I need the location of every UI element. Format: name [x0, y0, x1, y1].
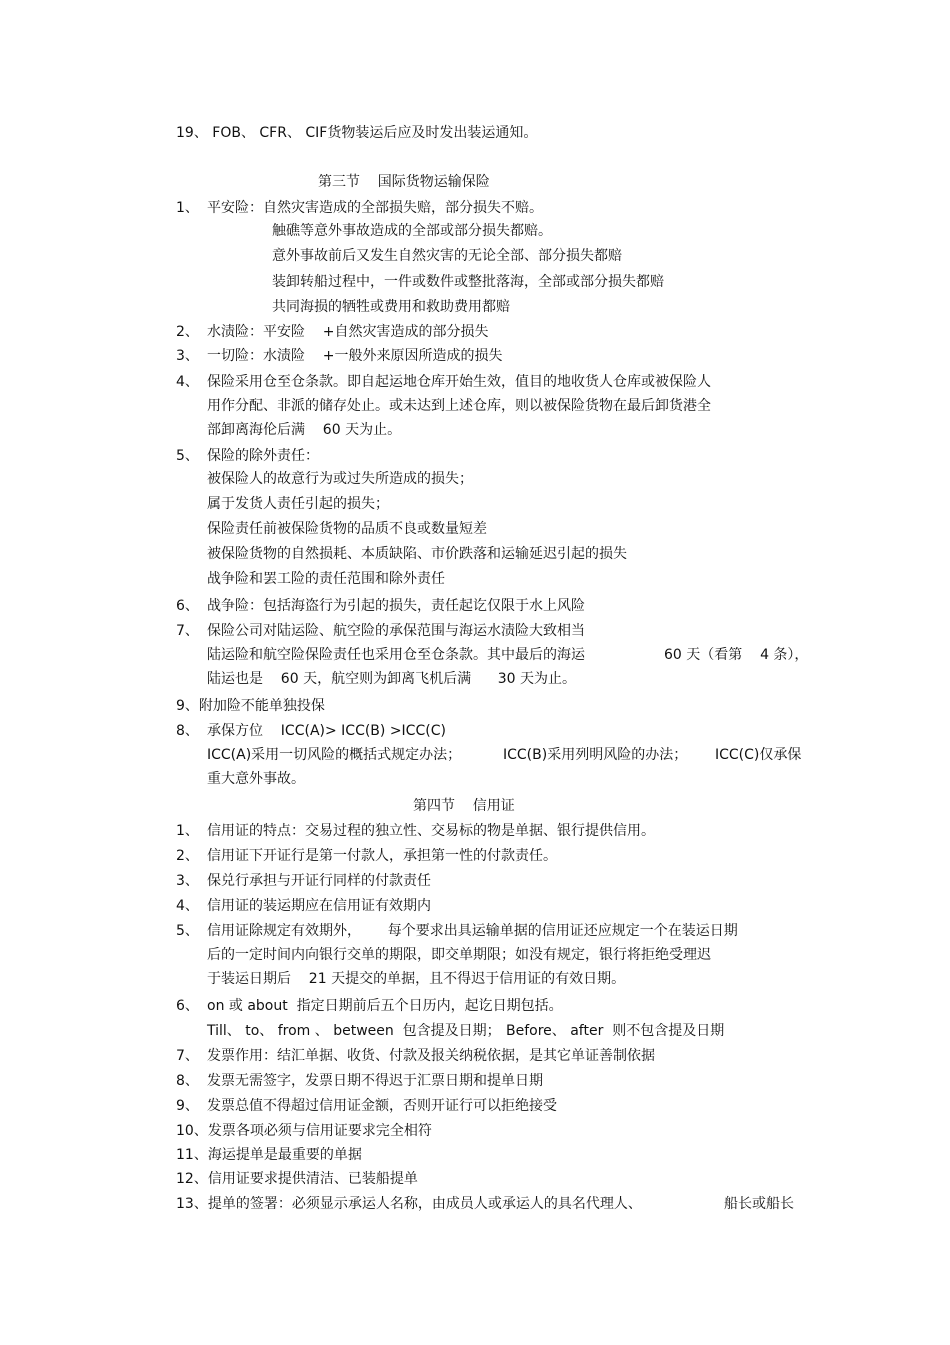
s3-num-1: 1、 — [176, 200, 199, 216]
s4-item-10: 10、发票各项必须与信用证要求完全相符 — [176, 1123, 432, 1139]
s3-num-6: 6、 — [176, 598, 199, 614]
s3-item-1-d: 共同海损的牺牲或费用和救助费用都赔 — [272, 299, 510, 315]
s3-item-5-b: 属于发货人责任引起的损失； — [207, 496, 389, 512]
s3-item-1: 平安险：自然灾害造成的全部损失赔，部分损失不赔。 — [207, 200, 543, 216]
s3-item-5-a: 被保险人的故意行为或过失所造成的损失； — [207, 471, 473, 487]
s3-item-7-line2-tail: 60 天（看第 4 条）， — [664, 647, 809, 663]
s3-item-7-line1: 保险公司对陆运险、航空险的承保范围与海运水渍险大致相当 — [207, 623, 585, 639]
item-19: 19、 FOB、 CFR、 CIF货物装运后应及时发出装运通知。 — [176, 125, 538, 141]
s3-item-2: 水渍险：平安险 +自然灾害造成的部分损失 — [207, 324, 489, 340]
s4-item-2: 信用证下开证行是第一付款人，承担第一性的付款责任。 — [207, 848, 557, 864]
s3-item-1-a: 触礁等意外事故造成的全部或部分损失都赔。 — [272, 223, 552, 239]
s4-num-9: 9、 — [176, 1098, 199, 1114]
s3-item-8: 承保方位 ICC(A)> ICC(B) >ICC(C) — [207, 723, 446, 739]
s3-item-4-line2: 用作分配、非派的储存处止。或未达到上述仓库，则以被保险货物在最后卸货港全 — [207, 398, 711, 414]
s3-item-1-c: 装卸转船过程中，一件或数件或整批落海，全部或部分损失都赔 — [272, 274, 664, 290]
section-3-title: 第三节 国际货物运输保险 — [318, 174, 490, 190]
s4-item-12: 12、信用证要求提供清洁、已装船提单 — [176, 1171, 418, 1187]
s4-num-7: 7、 — [176, 1048, 199, 1064]
s4-item-1: 信用证的特点：交易过程的独立性、交易标的物是单据、银行提供信用。 — [207, 823, 655, 839]
s3-item-5-d: 被保险货物的自然损耗、本质缺陷、市价跌落和运输延迟引起的损失 — [207, 546, 627, 562]
s3-num-8: 8、 — [176, 723, 199, 739]
s4-item-8: 发票无需签字，发票日期不得迟于汇票日期和提单日期 — [207, 1073, 543, 1089]
s4-item-4: 信用证的装运期应在信用证有效期内 — [207, 898, 431, 914]
s3-item-5-c: 保险责任前被保险货物的品质不良或数量短差 — [207, 521, 487, 537]
s3-item-6: 战争险：包括海盗行为引起的损失，责任起讫仅限于水上风险 — [207, 598, 585, 614]
s4-item-6-a2: Before、 after 则不包含提及日期 — [506, 1023, 725, 1039]
s3-num-2: 2、 — [176, 324, 199, 340]
s4-num-5: 5、 — [176, 923, 199, 939]
s4-item-11: 11、海运提单是最重要的单据 — [176, 1147, 362, 1163]
s4-item-13-tail: 船长或船长 — [724, 1196, 794, 1212]
s3-num-5: 5、 — [176, 448, 199, 464]
s3-item-9: 9、附加险不能单独投保 — [176, 698, 325, 714]
s4-item-13: 13、提单的签署：必须显示承运人名称，由成员人或承运人的具名代理人、 — [176, 1196, 642, 1212]
s4-num-4: 4、 — [176, 898, 199, 914]
s3-num-3: 3、 — [176, 348, 199, 364]
s3-item-4-line3: 部卸离海伦后满 60 天为止。 — [207, 422, 402, 438]
s3-item-3: 一切险：水渍险 +一般外来原因所造成的损失 — [207, 348, 503, 364]
s4-num-8: 8、 — [176, 1073, 199, 1089]
s4-item-5-line3: 于装运日期后 21 天提交的单据，且不得迟于信用证的有效日期。 — [207, 971, 626, 987]
s3-item-4-line1: 保险采用仓至仓条款。即自起运地仓库开始生效，值目的地收货人仓库或被保险人 — [207, 374, 711, 390]
s4-item-5-line1: 信用证除规定有效期外， 每个要求出具运输单据的信用证还应规定一个在装运日期 — [207, 923, 738, 939]
s3-item-8-a2: ICC(B)采用列明风险的办法； — [503, 747, 688, 763]
section-4-title: 第四节 信用证 — [413, 798, 515, 814]
s4-item-7: 发票作用：结汇单据、收货、付款及报关纳税依据，是其它单证善制依据 — [207, 1048, 655, 1064]
s4-num-1: 1、 — [176, 823, 199, 839]
s4-num-2: 2、 — [176, 848, 199, 864]
s3-item-8-a1: ICC(A)采用一切风险的概括式规定办法； — [207, 747, 462, 763]
s3-item-8-b: 重大意外事故。 — [207, 771, 305, 787]
s3-item-7-line2: 陆运险和航空险保险责任也采用仓至仓条款。其中最后的海运 — [207, 647, 585, 663]
s3-item-5-e: 战争险和罢工险的责任范围和除外责任 — [207, 571, 445, 587]
s3-item-7-line3: 陆运也是 60 天，航空则为卸离飞机后满 30 天为止。 — [207, 671, 577, 687]
s4-num-3: 3、 — [176, 873, 199, 889]
s3-num-7: 7、 — [176, 623, 199, 639]
s4-num-6: 6、 — [176, 998, 199, 1014]
s3-num-4: 4、 — [176, 374, 199, 390]
s4-item-5-line2: 后的一定时间内向银行交单的期限，即交单期限；如没有规定，银行将拒绝受理迟 — [207, 947, 711, 963]
s4-item-6-a1: Till、 to、 from 、 between 包含提及日期； — [207, 1023, 501, 1039]
s4-item-3: 保兑行承担与开证行同样的付款责任 — [207, 873, 431, 889]
s3-item-5: 保险的除外责任： — [207, 448, 319, 464]
s3-item-8-a3: ICC(C)仅承保 — [715, 747, 802, 763]
s4-item-9: 发票总值不得超过信用证金额，否则开证行可以拒绝接受 — [207, 1098, 557, 1114]
s3-item-1-b: 意外事故前后又发生自然灾害的无论全部、部分损失都赔 — [272, 248, 622, 264]
s4-item-6: on 或 about 指定日期前后五个日历内，起讫日期包括。 — [207, 998, 563, 1014]
